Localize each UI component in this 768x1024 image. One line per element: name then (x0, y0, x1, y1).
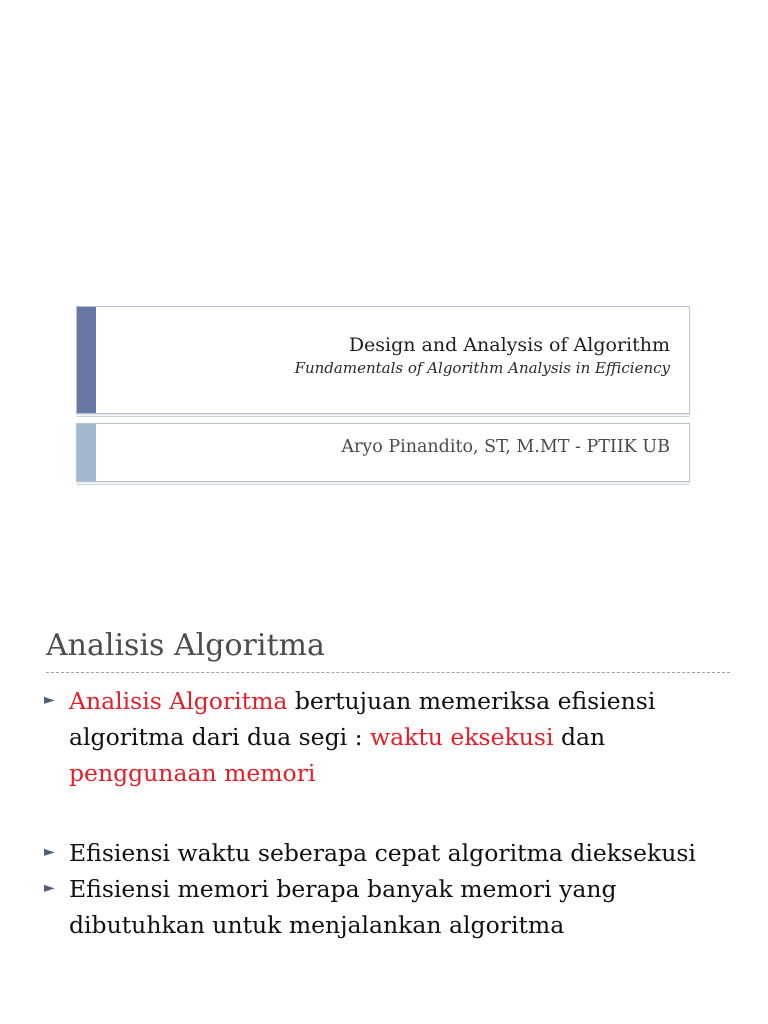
bullet-text: dan (553, 723, 606, 751)
bullet-item (44, 871, 734, 943)
bullet-text: bertujuan memeriksa efisiensi algoritma dari dua segi : (69, 687, 656, 751)
presentation-title: Design and Analysis of Algorithm (348, 334, 670, 356)
presentation-subtitle: Fundamentals of Algorithm Analysis in Efficiency (294, 359, 670, 377)
triangle-bullet-icon: ► (44, 880, 55, 896)
author-accent-bar (77, 424, 96, 481)
author-card (76, 423, 690, 482)
slide-heading: Analisis Algoritma (46, 628, 325, 663)
highlight-memory-usage: penggunaan memori (69, 759, 316, 787)
triangle-bullet-icon: ► (44, 692, 55, 708)
bullet-list (44, 683, 734, 943)
title-accent-bar (77, 307, 96, 413)
highlight-execution-time: waktu eksekusi (370, 723, 554, 751)
bullet-item (44, 835, 734, 871)
title-card (76, 306, 690, 414)
bullet-item (44, 683, 734, 791)
author-name: Aryo Pinandito, ST, M.MT - PTIIK UB (341, 437, 670, 457)
bullet-text: Efisiensi waktu seberapa cepat algoritma dieksekusi (69, 839, 696, 867)
heading-divider (46, 672, 730, 673)
triangle-bullet-icon: ► (44, 844, 55, 860)
bullet-text: Efisiensi memori berapa banyak memori yang dibutuhkan untuk menjalankan algoritma (69, 875, 617, 939)
highlight-term: Analisis Algoritma (69, 687, 288, 715)
